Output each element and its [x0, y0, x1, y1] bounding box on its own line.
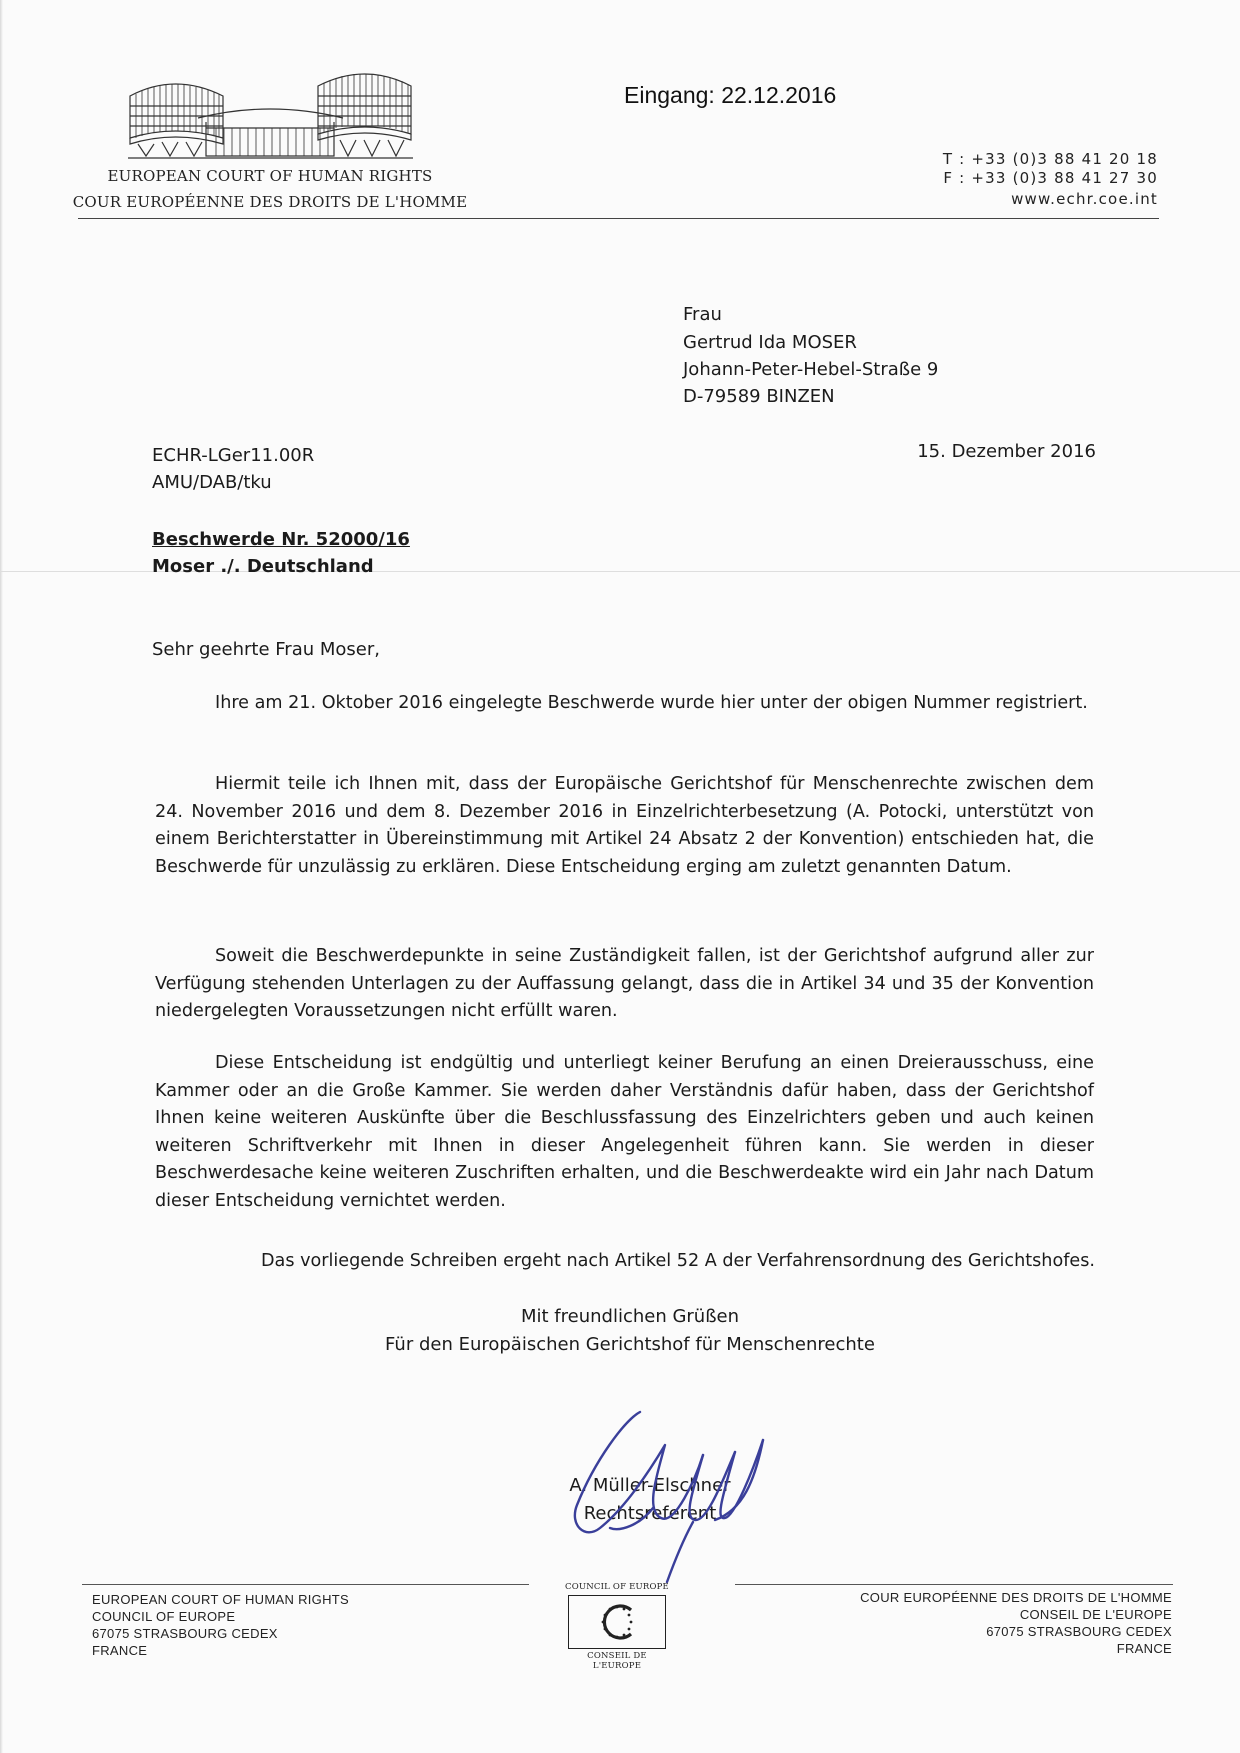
recipient-street: Johann-Peter-Hebel-Straße 9: [683, 359, 939, 380]
reference-code: ECHR-LGer11.00R: [152, 445, 315, 466]
reference-initials: AMU/DAB/tku: [152, 472, 272, 493]
footer-line: CONSEIL DE L'EUROPE: [1019, 1607, 1172, 1622]
footer-line: FRANCE: [92, 1643, 148, 1658]
case-name: Moser ./. Deutschland: [152, 556, 374, 577]
signer-name: A. Müller-Elschner: [569, 1475, 731, 1496]
paragraph-2: Hiermit teile ich Ihnen mit, dass der Europäische Gerichtshof für Menschenrechte zwischen dem 24. November 2016 und dem 8. Dezember 2016 in Einzelrichterbesetzung (A. Potocki, unterstützt von einem Berichterstatter in Übereinstimmung mit Artikel 24 Absatz 2 der Konvention) entschieden hat, die Beschwerde für unzulässig zu erklären. Diese Entscheidung erging am zuletzt genannten Datum.: [155, 774, 1094, 877]
paragraph-3: Soweit die Beschwerdepunkte in seine Zuständigkeit fallen, ist der Gerichtshof aufgrund aller zur Verfügung stehenden Unterlagen zu der Auffassung gelangt, dass die in Artikel 34 und 35 der Konvention niedergelegten Voraussetzungen nicht erfüllt waren.: [155, 946, 1094, 1022]
footer-address-en: [92, 1591, 349, 1659]
footer-rule-right: [735, 1584, 1173, 1585]
council-of-europe-stars-icon: [568, 1595, 666, 1649]
court-building-icon: [128, 66, 413, 166]
coe-logo-bottom-text: CONSEIL DE L'EUROPE: [587, 1651, 647, 1671]
recipient-title: Frau: [683, 304, 722, 325]
application-number: Beschwerde Nr. 52000/16: [152, 529, 410, 550]
paragraph-4: Diese Entscheidung ist endgültig und unterliegt keiner Berufung an einen Dreierausschuss, eine Kammer oder an die Große Kammer. Sie werden daher Verständnis dafür haben, dass der Gerichtshof Ihnen keine weiteren Auskünfte über die Beschlussfassung des Einzelrichters geben und auch keinen weiteren Schriftverkehr mit Ihnen in dieser Angelegenheit führen kann. Sie werden in dieser Beschwerdesache keine weiteren Zuschriften erhalten, und die Beschwerdeakte wird ein Jahr nach Datum dieser Entscheidung vernichtet werden.: [155, 1053, 1094, 1211]
court-name-fr: COUR EUROPÉENNE DES DROITS DE L'HOMME: [72, 193, 468, 211]
footer-line: COUR EUROPÉENNE DES DROITS DE L'HOMME: [860, 1590, 1172, 1605]
footer-line: FRANCE: [1116, 1641, 1172, 1656]
footer-line: 67075 STRASBOURG CEDEX: [92, 1626, 278, 1641]
footer-rule-left: [82, 1584, 529, 1585]
footer-line: 67075 STRASBOURG CEDEX: [986, 1624, 1172, 1639]
phone-number: T : +33 (0)3 88 41 20 18: [942, 150, 1158, 168]
handwritten-signature: [565, 1400, 780, 1585]
footer-line: EUROPEAN COURT OF HUMAN RIGHTS: [92, 1592, 349, 1607]
signer-title: Rechtsreferent: [583, 1503, 717, 1524]
paragraph-1: Ihre am 21. Oktober 2016 eingelegte Beschwerde wurde hier unter der obigen Nummer registriert.: [215, 693, 1088, 713]
fax-number: F : +33 (0)3 88 41 27 30: [943, 169, 1158, 187]
website-link[interactable]: www.echr.coe.int: [1011, 190, 1158, 208]
header-rule: [78, 218, 1159, 219]
court-name-en: EUROPEAN COURT OF HUMAN RIGHTS: [107, 167, 433, 185]
coe-logo-top-text: COUNCIL OF EUROPE: [565, 1582, 669, 1592]
closing-greeting: Mit freundlichen Grüßen: [520, 1306, 740, 1327]
footer-line: COUNCIL OF EUROPE: [92, 1609, 236, 1624]
paragraph-5: Das vorliegende Schreiben ergeht nach Artikel 52 A der Verfahrensordnung des Gerichtshofes.: [260, 1251, 1095, 1271]
letter-date: 15. Dezember 2016: [917, 441, 1096, 462]
paper-edge: [0, 0, 3, 1753]
council-of-europe-logo: [562, 1582, 672, 1671]
received-stamp: Eingang: 22.12.2016: [624, 82, 837, 108]
footer-address-fr: [860, 1589, 1172, 1657]
closing-on-behalf: Für den Europäischen Gerichtshof für Menschenrechte: [385, 1334, 875, 1355]
recipient-city: D-79589 BINZEN: [683, 386, 835, 407]
recipient-name: Gertrud Ida MOSER: [683, 332, 857, 353]
salutation: Sehr geehrte Frau Moser,: [152, 639, 380, 660]
